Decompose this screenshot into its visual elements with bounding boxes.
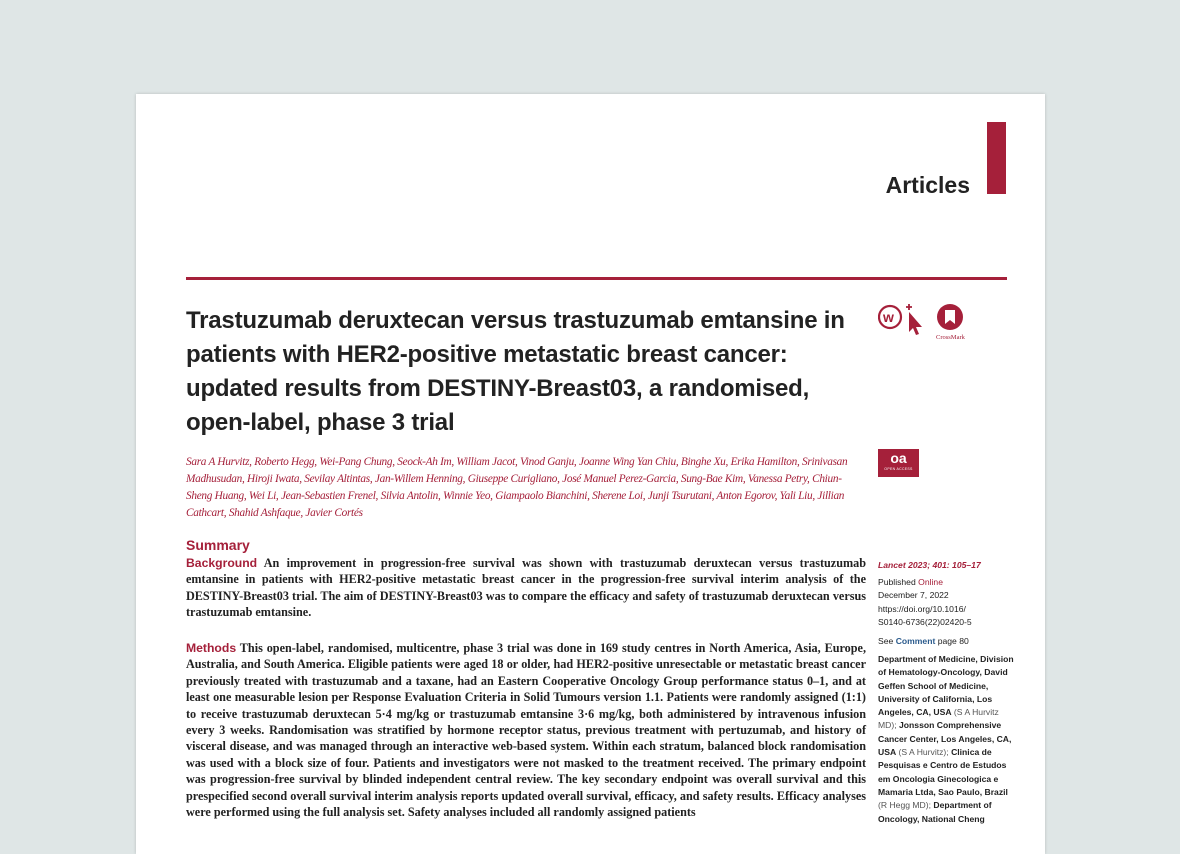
doi-link-line2[interactable]: S0140-6736(22)02420-5	[878, 616, 972, 627]
oa-sub-label: OPEN ACCESS	[884, 467, 913, 471]
see-prefix: See	[878, 636, 896, 646]
published-prefix: Published	[878, 577, 919, 587]
publication-info	[878, 576, 1018, 629]
open-access-badge	[878, 449, 919, 477]
affiliation-3: Clinica de Pesquisas e Centro de Estudos em Oncologia Ginecologica e Mamaria Ltda, Sao Paulo, Brazil	[878, 747, 1008, 797]
affiliation-4: Department of Oncology, National Cheng	[878, 800, 992, 824]
see-suffix: page 80	[935, 636, 969, 646]
published-date: December 7, 2022	[878, 590, 949, 601]
crossmark-icon[interactable]	[936, 304, 966, 341]
citation: Lancet 2023; 401: 105–17	[878, 560, 981, 570]
section-label: Articles	[885, 172, 970, 198]
summary-heading: Summary	[186, 537, 250, 553]
affiliation-1-person: (S A Hurvitz MD);	[878, 707, 999, 731]
article-page	[136, 94, 1045, 854]
comment-click-icon[interactable]	[879, 304, 922, 335]
badge-icons	[878, 303, 978, 353]
crossmark-label: CrossMark	[936, 334, 965, 341]
background-paragraph	[186, 555, 866, 621]
methods-text: This open-label, randomised, multicentre, phase 3 trial was done in 169 study centres in North America, Asia, Europe, Australia, and South America. Eligible patients were aged 18 or older, had HER2-positive unresectable or metastatic breast cancer previously treated with trastuzumab and a taxane, had an Eastern Cooperative Oncology Group performance status 0–1, and at least one measurable lesion per Response Evaluation Criteria in Solid Tumours version 1.1. Patients were randomly assigned (1:1) to receive trastuzumab deruxtecan 5·4 mg/kg or trastuzumab emtansine 3·6 mg/kg, both administered by intravenous infusion every 3 weeks. Randomisation was stratified by hormone receptor status, previous treatment with pertuzumab, and history of visceral disease, and was managed through an interactive web-based system. Within each stratum, balanced block randomisation was used with a block size of four. Patients and investigators were not masked to the treatment received. The primary endpoint was progression-free survival by blinded independent central review. The key secondary endpoint was overall survival and this prespecified second overall survival interim analysis reports updated overall survival, efficacy, and safety results. Efficacy analyses were performed using the full analysis set. Safety analyses included all randomly assigned patients	[186, 641, 866, 820]
published-online-link[interactable]: Online	[918, 577, 943, 587]
affiliation-3-person: (R Hegg MD);	[878, 800, 934, 811]
title-rule	[186, 277, 1007, 280]
background-label: Background	[186, 556, 258, 570]
oa-label: oa	[890, 450, 907, 466]
affiliation-2-person: (S A Hurvitz);	[896, 747, 952, 758]
affiliation-2: Jonsson Comprehensive Cancer Center, Los Angeles, CA, USA	[878, 720, 1012, 758]
affiliation-1: Department of Medicine, Division of Hematology-Oncology, David Geffen School of Medicine, University of California, Los Angeles, CA, USA	[878, 654, 1014, 718]
article-title: Trastuzumab deruxtecan versus trastuzumab emtansine in patients with HER2-positive metastatic breast cancer: updated results from DESTINY-Breast03, a randomised, open-label, phase 3 trial	[186, 307, 845, 436]
svg-text:w: w	[883, 309, 894, 325]
comment-link[interactable]: Comment	[895, 636, 936, 646]
affiliations	[878, 653, 1018, 826]
methods-label: Methods	[186, 641, 237, 655]
doi-link-line1[interactable]: https://doi.org/10.1016/	[878, 603, 966, 614]
methods-paragraph	[186, 640, 866, 820]
section-color-tab	[987, 122, 1006, 194]
see-comment	[878, 635, 1018, 648]
background-text: An improvement in progression-free survival was shown with trastuzumab deruxtecan versus trastuzumab emtansine in patients with HER2-positive metastatic breast cancer in the progression-free survival interim analysis of the DESTINY-Breast03 trial. The aim of DESTINY-Breast03 was to compare the efficacy and safety of trastuzumab deruxtecan versus trastuzumab emtansine.	[186, 556, 866, 620]
author-list: Sara A Hurvitz, Roberto Hegg, Wei-Pang Chung, Seock-Ah Im, William Jacot, Vinod Ganju, Joanne Wing Yan Chiu, Binghe Xu, Erika Hamilton, Srinivasan Madhusudan, Hiroji Iwata, Sevilay Altintas, Jan-Willem Henning, Giuseppe Curigliano, José Manuel Perez-Garcia, Sung-Bae Kim, Vanessa Petry, Chiun-Sheng Huang, Wei Li, Jean-Sebastien Frenel, Silvia Antolin, Winnie Yeo, Giampaolo Bianchini, Sherene Loi, Junji Tsurutani, Anton Egorov, Yali Liu, Jillian Cathcart, Shahid Ashfaque, Javier Cortés	[186, 456, 848, 519]
